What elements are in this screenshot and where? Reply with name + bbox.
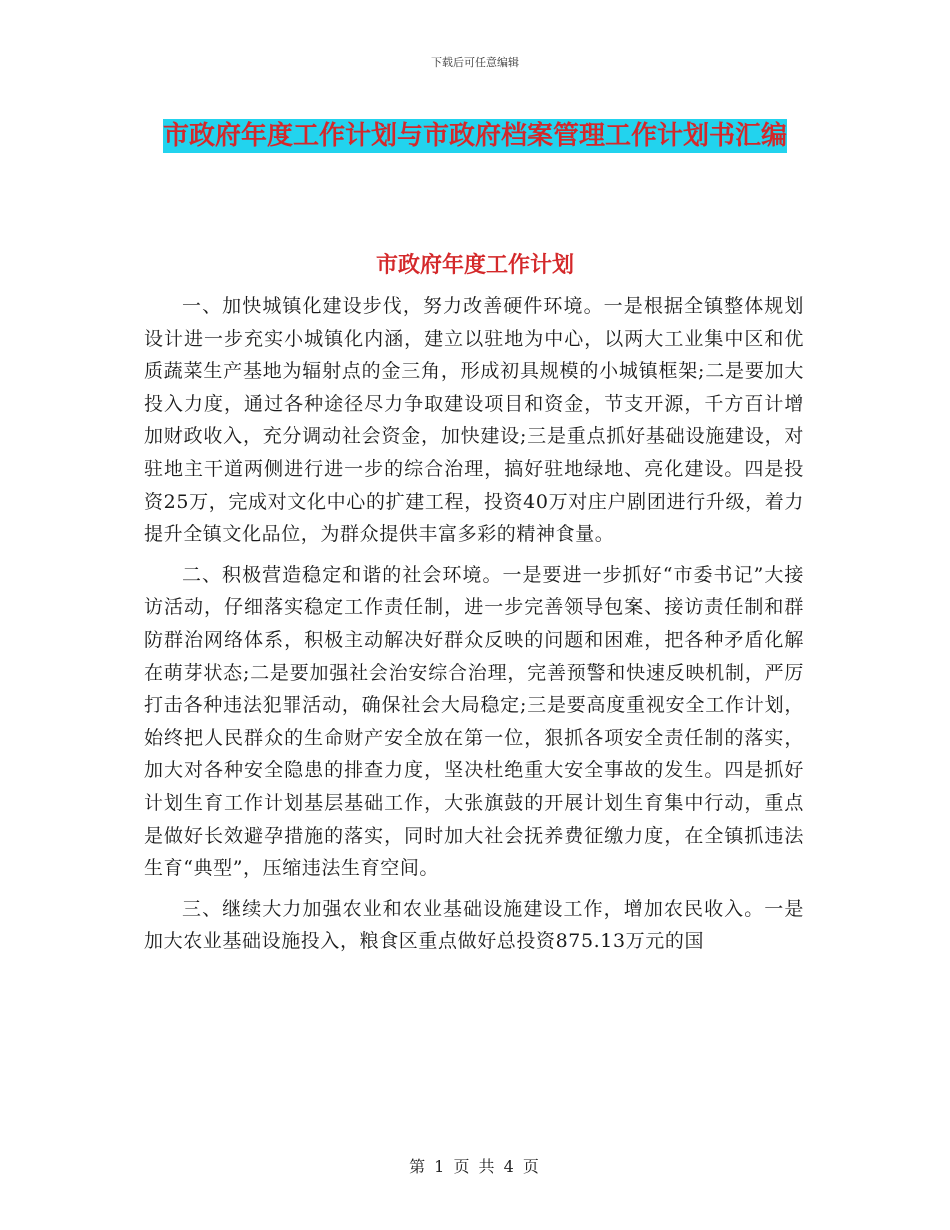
page-number: 第 1 页 共 4 页 bbox=[409, 1157, 541, 1176]
document-title-text: 市政府年度工作计划与市政府档案管理工作计划书汇编 bbox=[162, 121, 787, 151]
paragraph-3: 三、继续大力加强农业和农业基础设施建设工作，增加农民收入。一是加大农业基础设施投入，粮食区重点做好总投资875.13万元的国 bbox=[144, 897, 804, 953]
section-title: 市政府年度工作计划 bbox=[375, 252, 574, 278]
document-title bbox=[150, 112, 800, 160]
document-body bbox=[144, 290, 804, 966]
paragraph-2: 二、积极营造稳定和谐的社会环境。一是要进一步抓好“市委书记”大接访活动，仔细落实稳定工作责任制，进一步完善领导包案、接访责任制和群防群治网络体系，积极主动解决好群众反映的问题和困难，把各种矛盾化解在萌芽状态;二是要加强社会治安综合治理，完善预警和快速反映机制，严厉打击各种违法犯罪活动，确保社会大局稳定;三是要高度重视安全工作计划，始终把人民群众的生命财产安全放在第一位，狠抓各项安全责任制的落实，加大对各种安全隐患的排查力度，坚决杜绝重大安全事故的发生。四是抓好计划生育工作计划基层基础工作，大张旗鼓的开展计划生育集中行动，重点是做好长效避孕措施的落实，同时加大社会抚养费征缴力度，在全镇抓违法生育“典型”，压缩违法生育空间。 bbox=[144, 563, 804, 880]
page-header-note: 下载后可任意编辑 bbox=[431, 56, 519, 69]
paragraph-1: 一、加快城镇化建设步伐，努力改善硬件环境。一是根据全镇整体规划设计进一步充实小城镇化内涵，建立以驻地为中心，以两大工业集中区和优质蔬菜生产基地为辐射点的金三角，形成初具规模的小城镇框架;二是要加大投入力度，通过各种途径尽力争取建设项目和资金，节支开源，千方百计增加财政收入，充分调动社会资金，加快建设;三是重点抓好基础设施建设，对驻地主干道两侧进行进一步的综合治理，搞好驻地绿地、亮化建设。四是投资25万，完成对文化中心的扩建工程，投资40万对庄户剧团进行升级，着力提升全镇文化品位，为群众提供丰富多彩的精神食量。 bbox=[144, 295, 804, 546]
